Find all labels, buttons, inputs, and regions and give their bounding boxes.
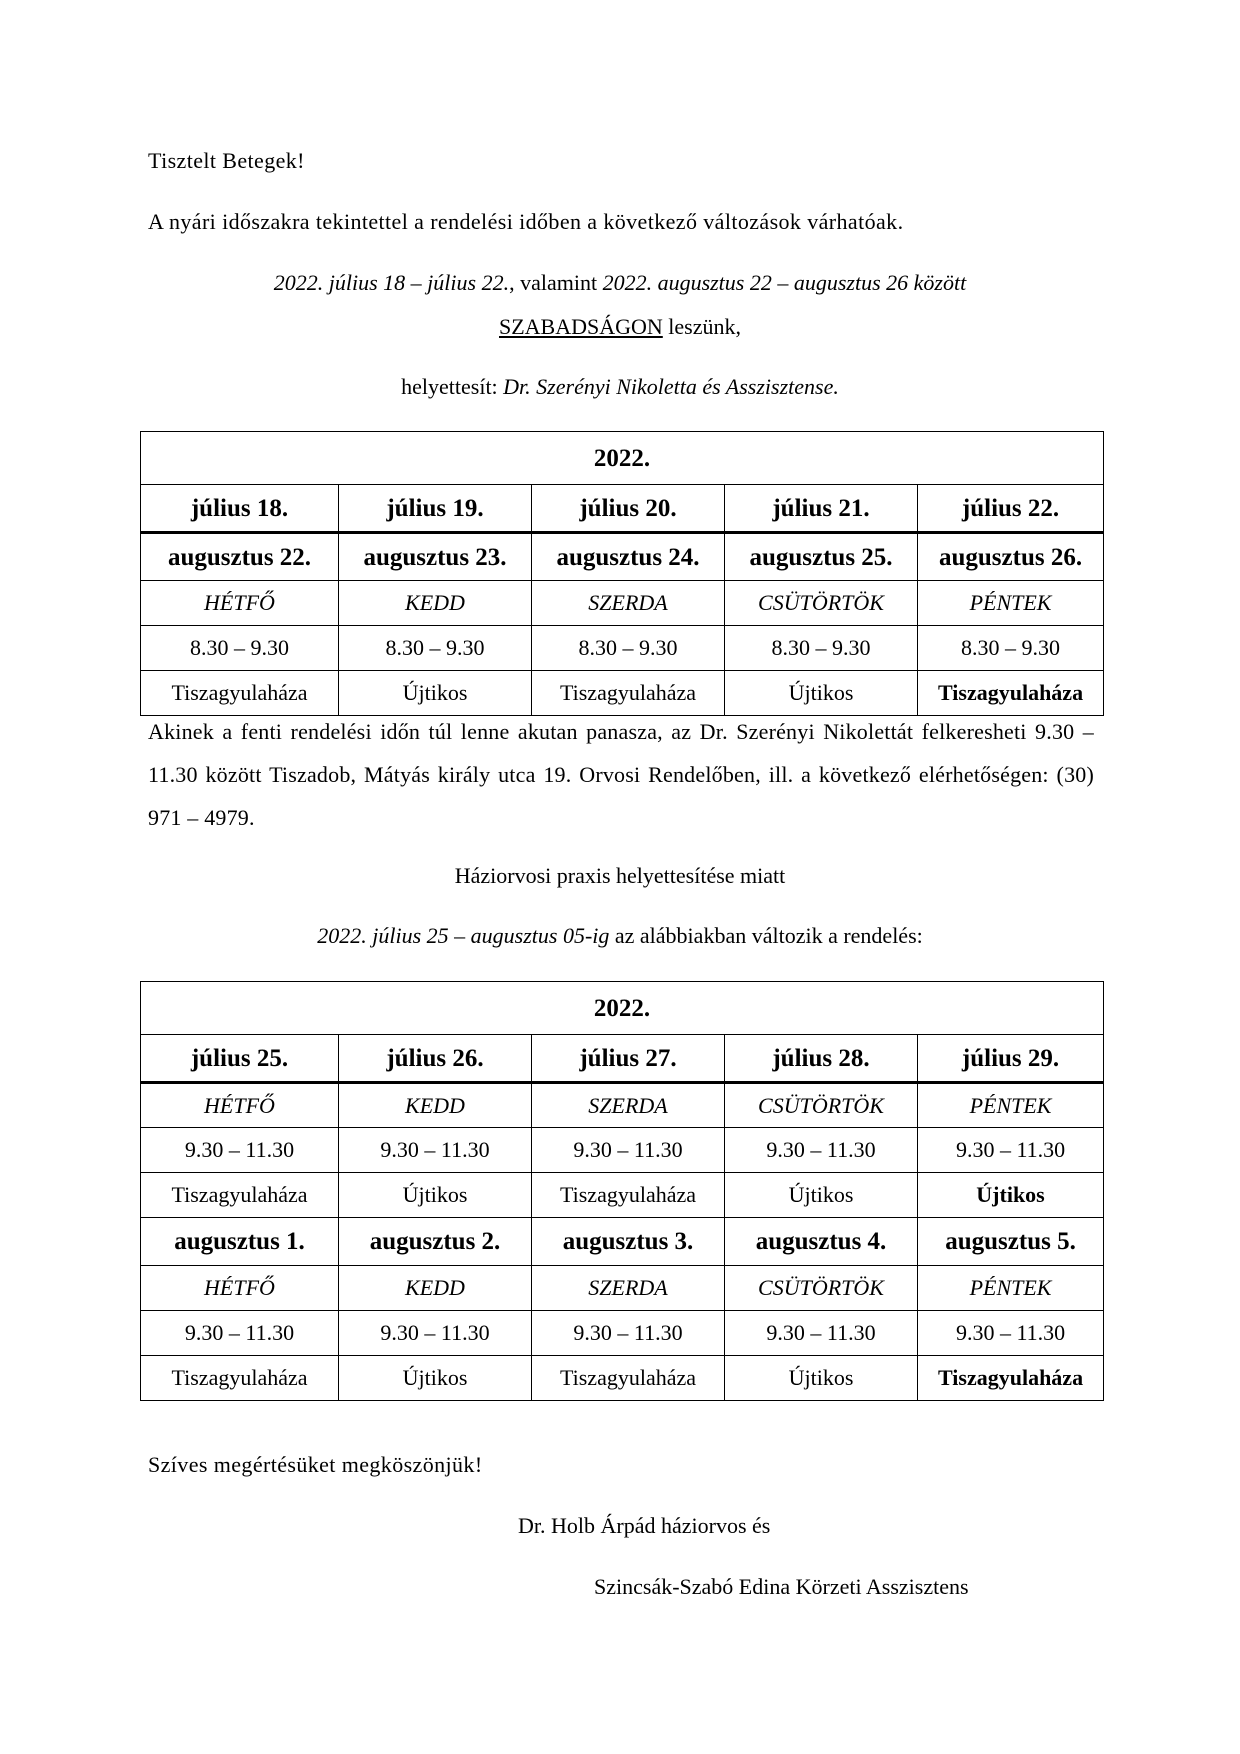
table1-place: Tiszagyulaháza [532, 671, 725, 716]
vacation-keyword: SZABADSÁGON [499, 314, 663, 339]
table2-weekday: KEDD [339, 1266, 532, 1311]
table2-date: július 29. [918, 1035, 1104, 1083]
table1-date-august: augusztus 22. [141, 533, 339, 581]
vacation-dates-line [0, 270, 1240, 296]
table2-place: Újtikos [339, 1356, 532, 1401]
substitution-line: Háziorvosi praxis helyettesítése miatt [454, 863, 786, 888]
table2-place: Újtikos [918, 1173, 1104, 1218]
vacation-range-1: 2022. július 18 – július 22. [273, 270, 510, 295]
table2-place: Újtikos [725, 1356, 918, 1401]
table1-time: 8.30 – 9.30 [532, 626, 725, 671]
greeting: Tisztelt Betegek! [148, 148, 305, 173]
table1-year: 2022. [141, 432, 1104, 485]
acute-notice-paragraph: Akinek a fenti rendelési időn túl lenne akutan panasza, az Dr. Szerényi Nikolettát felkeresheti 9.30 – 11.30 között Tiszadob, Mátyás király utca 19. Orvosi Rendelőben, ill. a következő elérhetőségen: (30) 971 – 4979. [148, 719, 1094, 830]
table2-date: július 25. [141, 1035, 339, 1083]
table2-date: július 26. [339, 1035, 532, 1083]
table1-time: 8.30 – 9.30 [141, 626, 339, 671]
intro-paragraph: A nyári időszakra tekintettel a rendelési időben a következő változások várhatóak. [148, 209, 904, 234]
table1-date-july: július 18. [141, 485, 339, 533]
signature-doctor: Dr. Holb Árpád háziorvos és [518, 1513, 771, 1538]
table1-time: 8.30 – 9.30 [339, 626, 532, 671]
table1-place: Tiszagyulaháza [141, 671, 339, 716]
table2-place: Tiszagyulaháza [141, 1356, 339, 1401]
table2-place: Tiszagyulaháza [141, 1173, 339, 1218]
substitution-range: 2022. július 25 – augusztus 05-ig [317, 923, 610, 948]
table1-date-august: augusztus 26. [918, 533, 1104, 581]
table1-weekday: CSÜTÖRTÖK [725, 581, 918, 626]
table2-weekday: SZERDA [532, 1266, 725, 1311]
table2-time: 9.30 – 11.30 [918, 1311, 1104, 1356]
table2-weekday: PÉNTEK [918, 1266, 1104, 1311]
table2-date: augusztus 3. [532, 1218, 725, 1266]
substitute-label: helyettesít: [401, 374, 504, 399]
table2-weekday: HÉTFŐ [141, 1083, 339, 1128]
substitution-schedule-table [140, 981, 1104, 1401]
table2-time: 9.30 – 11.30 [141, 1311, 339, 1356]
table1-date-august: augusztus 24. [532, 533, 725, 581]
table1-date-july: július 19. [339, 485, 532, 533]
table1-place: Újtikos [725, 671, 918, 716]
vacation-status-rest: leszünk, [662, 314, 741, 339]
vacation-schedule-table [140, 431, 1104, 716]
table1-date-july: július 21. [725, 485, 918, 533]
table1-weekday: PÉNTEK [918, 581, 1104, 626]
table2-weekday: SZERDA [532, 1083, 725, 1128]
substitution-range-line [0, 923, 1240, 949]
table2-place: Újtikos [725, 1173, 918, 1218]
table2-weekday: PÉNTEK [918, 1083, 1104, 1128]
table1-weekday: KEDD [339, 581, 532, 626]
table2-weekday: KEDD [339, 1083, 532, 1128]
table2-year: 2022. [141, 982, 1104, 1035]
table2-time: 9.30 – 11.30 [918, 1128, 1104, 1173]
table1-time: 8.30 – 9.30 [918, 626, 1104, 671]
substitute-line [0, 374, 1240, 400]
table2-time: 9.30 – 11.30 [532, 1311, 725, 1356]
table2-weekday: HÉTFŐ [141, 1266, 339, 1311]
table1-date-july: július 20. [532, 485, 725, 533]
vacation-status-line [0, 314, 1240, 340]
vacation-range-2: 2022. augusztus 22 – augusztus 26 között [602, 270, 967, 295]
table2-date: augusztus 2. [339, 1218, 532, 1266]
table1-date-july: július 22. [918, 485, 1104, 533]
table2-place: Újtikos [339, 1173, 532, 1218]
table1-place: Tiszagyulaháza [918, 671, 1104, 716]
table1-place: Újtikos [339, 671, 532, 716]
table2-time: 9.30 – 11.30 [532, 1128, 725, 1173]
table2-date: augusztus 5. [918, 1218, 1104, 1266]
table2-time: 9.30 – 11.30 [339, 1128, 532, 1173]
table2-time: 9.30 – 11.30 [339, 1311, 532, 1356]
substitute-name: Dr. Szerényi Nikoletta és Asszisztense. [503, 374, 839, 399]
table2-place: Tiszagyulaháza [532, 1356, 725, 1401]
closing-line: Szíves megértésüket megköszönjük! [148, 1452, 483, 1477]
table2-date: július 27. [532, 1035, 725, 1083]
table1-weekday: SZERDA [532, 581, 725, 626]
vacation-connector: , valamint [509, 270, 603, 295]
table1-date-august: augusztus 23. [339, 533, 532, 581]
signature-assistant: Szincsák-Szabó Edina Körzeti Asszisztens [594, 1574, 969, 1599]
table2-time: 9.30 – 11.30 [725, 1128, 918, 1173]
table2-time: 9.30 – 11.30 [725, 1311, 918, 1356]
table2-date: augusztus 4. [725, 1218, 918, 1266]
table2-place: Tiszagyulaháza [918, 1356, 1104, 1401]
table1-weekday: HÉTFŐ [141, 581, 339, 626]
table1-date-august: augusztus 25. [725, 533, 918, 581]
table2-weekday: CSÜTÖRTÖK [725, 1083, 918, 1128]
table2-date: július 28. [725, 1035, 918, 1083]
table1-time: 8.30 – 9.30 [725, 626, 918, 671]
table2-date: augusztus 1. [141, 1218, 339, 1266]
table2-weekday: CSÜTÖRTÖK [725, 1266, 918, 1311]
table2-time: 9.30 – 11.30 [141, 1128, 339, 1173]
substitution-rest: az alábbiakban változik a rendelés: [609, 923, 923, 948]
table2-place: Tiszagyulaháza [532, 1173, 725, 1218]
